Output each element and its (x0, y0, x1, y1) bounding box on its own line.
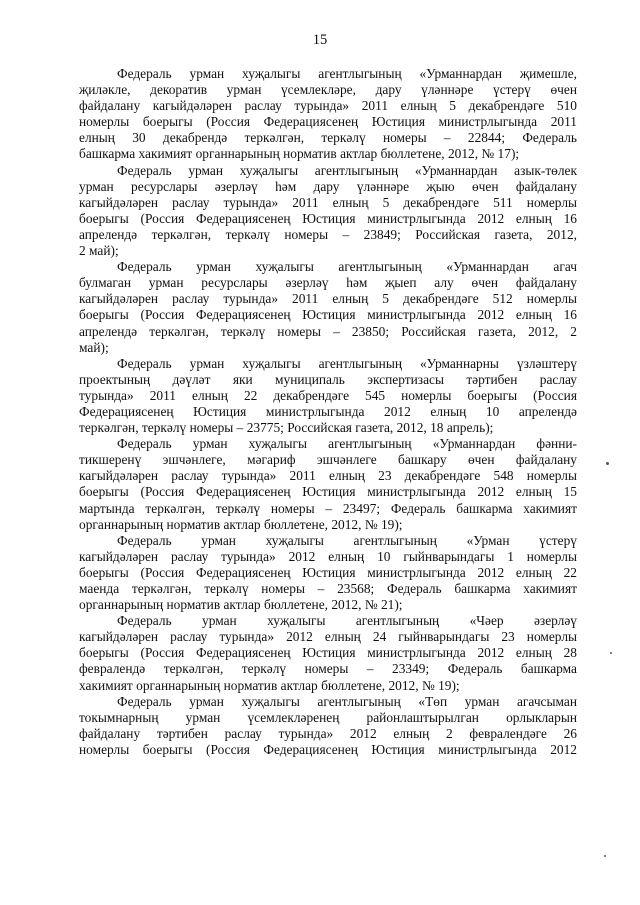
text-line: Федераль урман хуҗалыгы агентлыгының «Урман үстерү (117, 532, 577, 548)
text-line: органнарының норматив актлар бюллетене, 2012, № 21); (79, 597, 403, 613)
text-line: җиләкле, декоратив урман үсемлекләре, дару үләннәре үстерү өчен (79, 82, 577, 98)
text-line: Федераль урман хуҗалыгы агентлыгының «Төп урман агачсыман (117, 693, 577, 709)
paragraph (79, 259, 577, 356)
text-line: кагыйдәләрен раслау турында» 2011 елның 23 декабрендәге 548 номерлы (79, 468, 577, 484)
text-line: боерыгы (Россия Федерациясенең Юстиция министрлыгында 2012 елның 16 (79, 210, 577, 226)
text-line: кагыйдәләрен раслау турында» 2012 елның 10 гыйнварындагы 1 номерлы (79, 548, 577, 564)
text-line: 2 май); (79, 243, 119, 259)
text-line: кагыйдәләрен раслау турында» 2011 елның 5 декабрендәге 512 номерлы (79, 291, 577, 307)
text-line: боерыгы (Россия Федерациясенең Юстиция министрлыгында 2012 елның 16 (79, 307, 577, 323)
scan-speck (610, 652, 612, 654)
paragraph (79, 163, 577, 260)
text-line: урман ресурслары әзерләү һәм дару үләннәре җыю өчен файдалану (79, 178, 577, 194)
text-line: файдалану кагыйдәләрен раслау турында» 2011 елның 5 декабрендәге 510 (79, 98, 577, 114)
text-line: тикшеренү эшчәнлеге, мәгариф эшчәнлеге башкару өчен файдалану (79, 452, 577, 468)
text-line: апрелендә теркәлгән, теркәлү номеры – 23849; Российская газета, 2012, (79, 226, 577, 242)
text-line: маенда теркәлгән, теркәлү номеры – 23568; Федераль башкарма хакимият (79, 581, 577, 596)
document-body (79, 66, 577, 758)
page-number: 15 (312, 32, 328, 48)
text-line: башкарма хакимият органнарының норматив актлар бюллетене, 2012, № 17); (79, 146, 520, 162)
scan-speck (604, 855, 606, 857)
text-line: токымнарның урман үсемлекләренең районлаштырылган орлыкларын (79, 709, 577, 725)
paragraph (79, 436, 577, 533)
text-line: Федераль урман хуҗалыгы агентлыгының «Чәер әзерләү (117, 613, 577, 629)
text-line: май); (79, 339, 109, 355)
text-line: мартында теркәлгән, теркәлү номеры – 23497; Федераль башкарма хакимият (79, 500, 577, 516)
text-line: апрелендә теркәлгән, теркәлү номеры – 23850; Российская газета, 2012, 2 (79, 323, 577, 339)
text-line: Федераль урман хуҗалыгы агентлыгының «Урманнардан җимешле, (117, 66, 577, 81)
paragraph (79, 356, 577, 436)
text-line: Федераль урман хуҗалыгы агентлыгының «Урманнарны үзләштерү (117, 355, 577, 371)
text-line: кагыйдәләрен раслау турында» 2011 елның 5 декабрендәге 511 номерлы (79, 194, 577, 210)
text-line: боерыгы (Россия Федерациясенең Юстиция министрлыгында 2012 елның 15 (79, 484, 577, 500)
paragraph (79, 66, 577, 163)
text-line: боерыгы (Россия Федерациясенең Юстиция министрлыгында 2012 елның 28 (79, 645, 577, 661)
paragraph (79, 533, 577, 613)
text-line: кагыйдәләрен раслау турында» 2012 елның 24 гыйнварындагы 23 номерлы (79, 629, 577, 645)
text-line: номерлы боерыгы (Россия Федерациясенең Юстиция министрлыгында 2012 (79, 741, 577, 757)
text-line: хакимият органнарының норматив актлар бюллетене, 2012, № 19); (79, 677, 460, 693)
text-line: Федераль урман хуҗалыгы агентлыгының «Урманнардан агач (117, 259, 577, 275)
text-line: турында» 2011 елның 22 декабрендәге 545 номерлы боерыгы (Россия (79, 387, 577, 403)
text-line: файдалану тәртибен раслау турында» 2012 елның 2 февралендәге 26 (79, 725, 577, 741)
text-line: булмаган урман ресурслары әзерләү һәм җыеп алу өчен файдалану (79, 275, 577, 291)
text-line: Федераль урман хуҗалыгы агентлыгының «Урманнардан фәнни- (117, 436, 577, 452)
paragraph (79, 613, 577, 693)
text-line: органнарының норматив актлар бюллетене, 2012, № 19); (79, 516, 403, 532)
scan-speck (606, 462, 609, 465)
text-line: Федерациясенең Юстиция министрлыгында 2012 елның 10 апрелендә (79, 403, 577, 419)
text-line: номерлы боерыгы (Россия Федерациясенең Юстиция министрлыгында 2011 (79, 114, 577, 130)
text-line: теркәлгән, теркәлү номеры – 23775; Российская газета, 2012, 18 апрель); (79, 420, 494, 436)
text-line: февралендә теркәлгән, теркәлү номеры – 23349; Федераль башкарма (79, 661, 577, 677)
text-line: Федераль урман хуҗалыгы агентлыгының «Урманнардан азык-төлек (117, 162, 577, 178)
text-line: елның 30 декабрендә теркәлгән, теркәлү номеры – 22844; Федераль (79, 130, 577, 146)
paragraph (79, 694, 577, 758)
text-line: проектының дәүләт яки муниципаль экспертизасы тәртибен раслау (79, 371, 577, 387)
text-line: боерыгы (Россия Федерациясенең Юстиция министрлыгында 2012 елның 22 (79, 564, 577, 580)
